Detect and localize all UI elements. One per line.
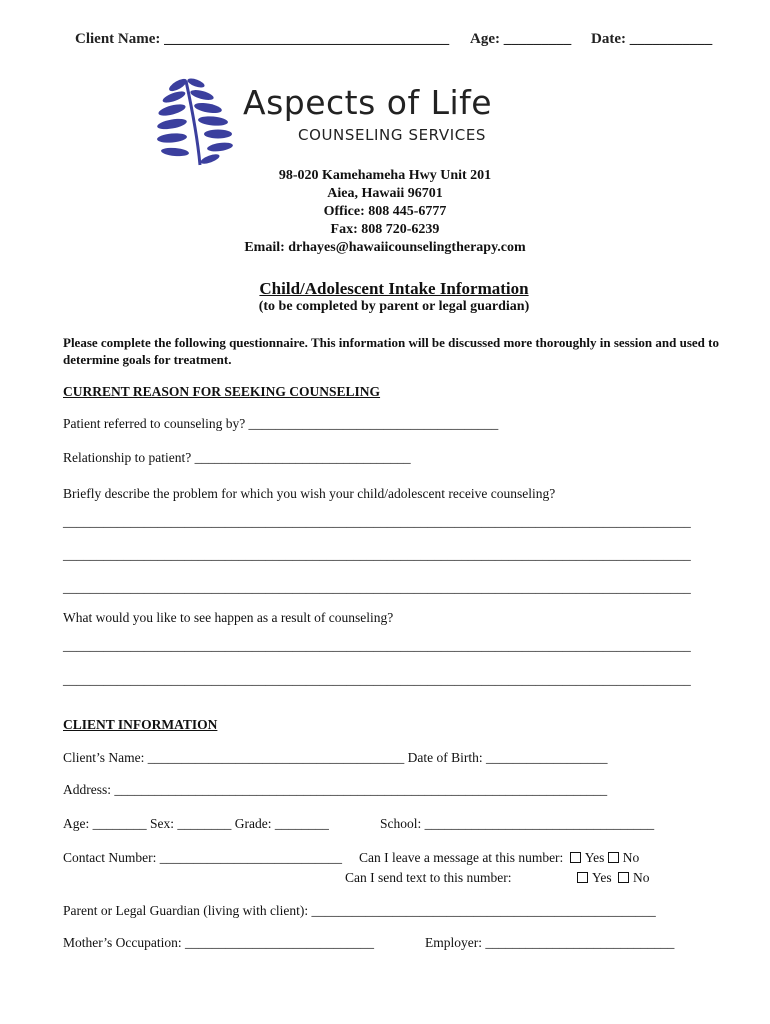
age-field[interactable]: Age: _________ [470,31,572,47]
logo-name: Aspects of Life [243,83,493,122]
outcome-answer-line[interactable]: _____________________________________________________________________________________________ [63,638,691,653]
text-yes-label: Yes [592,870,612,885]
email-address: Email: drhayes@hawaiicounselingtherapy.com [244,240,526,255]
text-no-label: No [633,870,650,885]
problem-answer-line[interactable]: _____________________________________________________________________________________________ [63,580,691,595]
fax-number: Fax: 808 720-6239 [330,222,440,237]
form-title: Child/Adolescent Intake Information [259,279,529,298]
guardian-field[interactable]: Parent or Legal Guardian (living with client): ___________________________________________________ [63,903,656,918]
form-intro: Please complete the following questionnaire. This information will be discussed more thoroughly in session and used to determine goals for treatment. [63,335,719,367]
message-question [359,850,639,866]
message-question-label: Can I leave a message at this number: [359,850,564,865]
client-address-field[interactable]: Address: _________________________________________________________________________ [63,782,608,797]
problem-question: Briefly describe the problem for which you wish your child/adolescent receive counseling? [63,486,556,501]
office-phone: Office: 808 445-6777 [323,204,447,219]
problem-answer-line[interactable]: _____________________________________________________________________________________________ [63,547,691,562]
message-no-label: No [622,850,640,865]
date-field[interactable]: Date: ___________ [591,31,713,47]
text-no-checkbox[interactable] [618,872,629,883]
age-sex-grade-field[interactable]: Age: ________ Sex: ________ Grade: ________ [63,816,329,831]
problem-answer-line[interactable]: _____________________________________________________________________________________________ [63,514,691,529]
message-yes-label: Yes [584,850,605,865]
employer-field[interactable]: Employer: ____________________________ [425,935,675,950]
address-line-2: Aiea, Hawaii 96701 [327,186,443,201]
form-subtitle: (to be completed by parent or legal guardian) [258,299,530,314]
section-heading-client: CLIENT INFORMATION [63,717,218,732]
referred-by-field[interactable]: Patient referred to counseling by? _____________________________________ [63,416,499,431]
mother-occupation-field[interactable]: Mother’s Occupation: ____________________________ [63,935,374,950]
relationship-field[interactable]: Relationship to patient? ________________________________ [63,450,411,465]
text-question-options [577,870,650,886]
text-question-label: Can I send text to this number: [345,870,512,885]
outcome-answer-line[interactable]: _____________________________________________________________________________________________ [63,672,691,687]
contact-number-field[interactable]: Contact Number: ___________________________ [63,850,342,865]
message-yes-checkbox[interactable] [570,852,581,863]
client-name-dob-field[interactable]: Client’s Name: ______________________________________ Date of Birth: __________________ [63,750,608,765]
fern-leaf-icon [150,73,242,168]
school-field[interactable]: School: __________________________________ [380,816,655,831]
client-name-field[interactable]: Client Name: ______________________________________ [75,31,450,47]
logo-tagline: COUNSELING SERVICES [298,126,487,144]
message-no-checkbox[interactable] [608,852,619,863]
section-heading-reason: CURRENT REASON FOR SEEKING COUNSELING [63,384,381,399]
address-line-1: 98-020 Kamehameha Hwy Unit 201 [278,168,492,183]
outcome-question: What would you like to see happen as a result of counseling? [63,610,394,625]
text-yes-checkbox[interactable] [577,872,588,883]
